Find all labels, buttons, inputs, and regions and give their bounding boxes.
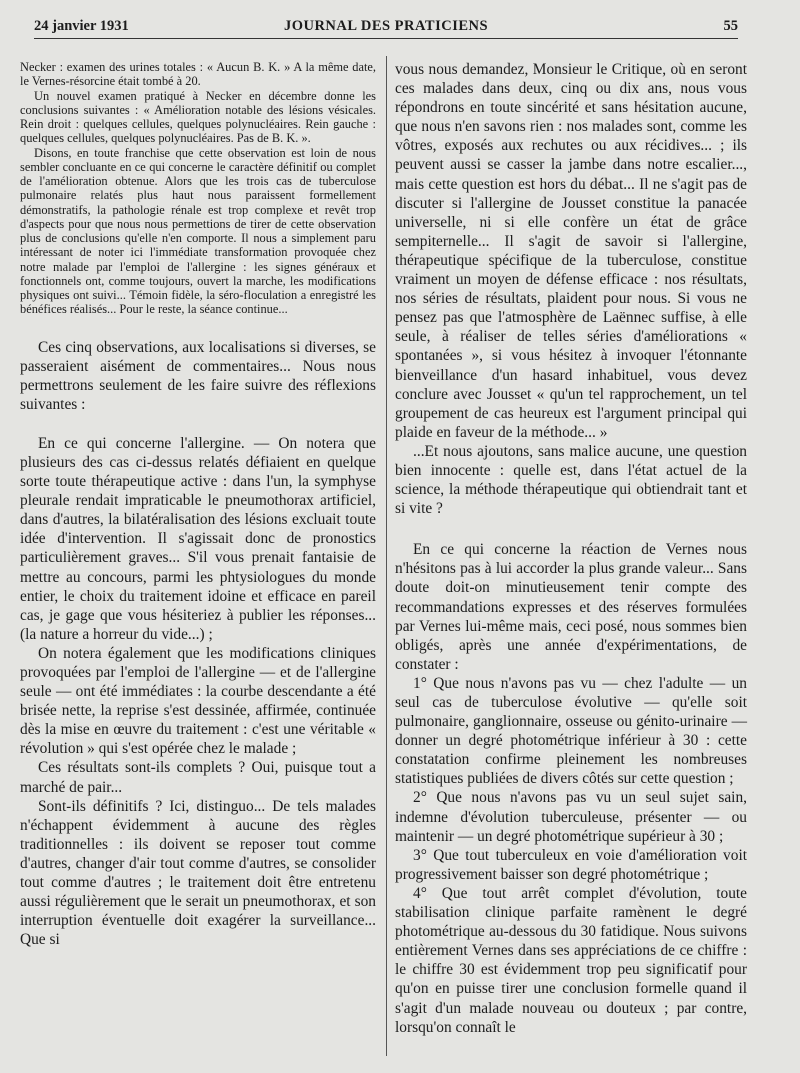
main-text-block: [395, 60, 747, 1037]
section-allergine: En ce qui concerne l'allergine. — On notera que plusieurs des cas ci-dessus relatés défiaient en quelque sorte toute thérapeutique active : dans l'un, la symphyse pleurale rendait impraticable le pneumothorax artificiel, dans d'autres, la bilatéralisation des lésions excluait toute idée d'intervention. Il s'agissait donc de pronostics particulièrement graves... S'il vous prenait fantaisie de mettre au concours, parmi les phtysiologues du monde entier, le choix du traitement idoine et efficace en pareil cas, je gage que vous hésiteriez à publier les réponses... (la nature a horreur du vide...) ;: [20, 434, 376, 643]
column-divider: [386, 56, 387, 1056]
paragraph: Ces cinq observations, aux localisations si diverses, se passeraient aisément de commentaires... Nous nous permettrons seulement de les faire suivre des réflexions suivantes :: [20, 338, 376, 413]
paragraph: Ces résultats sont-ils complets ? Oui, puisque tout a marché de pair...: [20, 759, 376, 796]
list-item: 1° Que nous n'avons pas vu — chez l'adulte — un seul cas de tuberculose évolutive — qu'elle soit pulmonaire, ganglionnaire, osseuse ou génito-urinaire — donner un degré photométrique inférieur à 30 : cette constatation confirme pleinement les nombreuses statistiques publiées de divers côtés sur cette question ;: [395, 674, 747, 788]
paragraph: Un nouvel examen pratiqué à Necker en décembre donne les conclusions suivantes : « Amélioration notable des lésions vésicales. Rein droit : quelques cellules, quelques polynucléaires. Rein gauche : quelques cellules, quelques polynucléaires. Pas de B. K. ».: [20, 88, 376, 146]
paragraph: Disons, en toute franchise que cette observation est loin de nous sembler concluante en ce qui concerne le caractère définitif ou complet de l'amélioration obtenue. Alors que les trois cas de tuberculose pulmonaire relatés plus haut nous paraissent formellement démonstratifs, la pathologie rénale est trop complexe et revêt trop d'aspects pour que nous nous permettions de tirer de cette observation plus de conclusions qu'elle n'en comporte. Il nous a simplement paru intéressant de noter ici l'immédiate transformation provoquée chez notre malade par l'emploi de l'allergine : les signes généraux et fonctionnels ont, comme toujours, ouvert la marche, les modifications physiques ont suivi... Témoin fidèle, la séro-floculation a enregistré les bénéfices réalisés... Pour le reste, la séance continue...: [20, 145, 376, 317]
paragraph: vous nous demandez, Monsieur le Critique, où en seront ces malades dans deux, cinq ou dix ans, nous vous répondrons en toute sincérité et sans hésitation aucune, que nous n'en savons rien : nos malades sont, comme les vôtres, exposés aux rechutes ou aux récidives... ; ils peuvent aussi se casser la jambe dans notre escalier..., mais cette question est hors du débat... Il ne s'agit pas de discuter si l'allergine de Jousset constitue la panacée universelle, ni si elle confère un état de grâce sempiternelle... Il s'agit de savoir si l'allergine, thérapeutique spécifique de la tuberculose, constitue vraiment un moyen de défense efficace : nos résultats, nos séries de résultats, plaident pour nous. Si vous ne pensez pas que l'atmosphère de Laënnec suffise, à elle seule, à réaliser de telles séries d'améliorations « spontanées », si vous hésitez à invoquer l'étonnante bienveillance d'un hasard inhabituel, vous devez conclure avec Jousset « qu'un tel rapprochement, un tel groupement de cas heureux est l'argument principal qui plaide en faveur de la méthode... »: [395, 61, 747, 441]
left-column: [20, 60, 376, 949]
small-print-block: [20, 60, 376, 317]
section-vernes: En ce qui concerne la réaction de Vernes nous n'hésitons pas à lui accorder la plus grande valeur... Sans doute doit-on minutieusement tenir compte des recommandations expresses et des réserves formulées par Vernes lui-même mais, ceci posé, nous sommes bien obligés, après une année d'expérimentations, de constater :: [395, 541, 747, 673]
page-header: [34, 16, 738, 39]
paragraph: Necker : examen des urines totales : « Aucun B. K. » A la même date, le Vernes-résorcine était tombé à 20.: [20, 60, 376, 89]
paragraph: ...Et nous ajoutons, sans malice aucune, une question bien innocente : quelle est, dans l'état actuel de la science, la méthode thérapeutique qui obtiendrait tant et si vite ?: [395, 442, 747, 518]
list-item: 4° Que tout arrêt complet d'évolution, toute stabilisation clinique parfaite ramènent le degré photométrique au-dessous du 30 fatidique. Nous suivons entièrement Vernes dans ses appréciations de ce chiffre : le chiffre 30 est évidemment trop peu significatif pour qu'on en puisse tirer une conclusion formelle quand il s'agit d'un malade nouveau ou douteux ; par contre, lorsqu'on connaît le: [395, 884, 747, 1036]
right-column: [395, 60, 747, 1037]
paragraph: Sont-ils définitifs ? Ici, distinguo... De tels malades n'échappent évidemment à aucune des règles traditionnelles : ils doivent se reposer tout comme d'autres, changer d'air tout comme d'autres, se consolider tout comme d'autres ; le traitement doit être entretenu aussi régulièrement que le serait un pneumothorax, et son interruption éventuelle doit exagérer la surveillance... Que si: [20, 797, 376, 949]
list-item: 2° Que nous n'avons pas vu un seul sujet sain, indemne d'évolution tuberculeuse, présenter — ou maintenir — un degré photométrique supérieur à 30 ;: [395, 789, 747, 845]
issue-date: 24 janvier 1931: [34, 18, 129, 34]
main-text-block: [20, 338, 376, 950]
paragraph: On notera également que les modifications cliniques provoquées par l'emploi de l'allergine — et de l'allergine seule — ont été immédiates : la courbe descendante a été brisée nette, la reprise s'est dessinée, affirmée, continuée dès la mise en œuvre du traitement : c'est une véritable « révolution » qui s'est opérée chez le malade ;: [20, 644, 376, 758]
page-number: 55: [723, 18, 738, 34]
journal-title: JOURNAL DES PRATICIENS: [283, 18, 489, 34]
list-item: 3° Que tout tuberculeux en voie d'amélioration voit progressivement baisser son degré photométrique ;: [395, 846, 747, 883]
